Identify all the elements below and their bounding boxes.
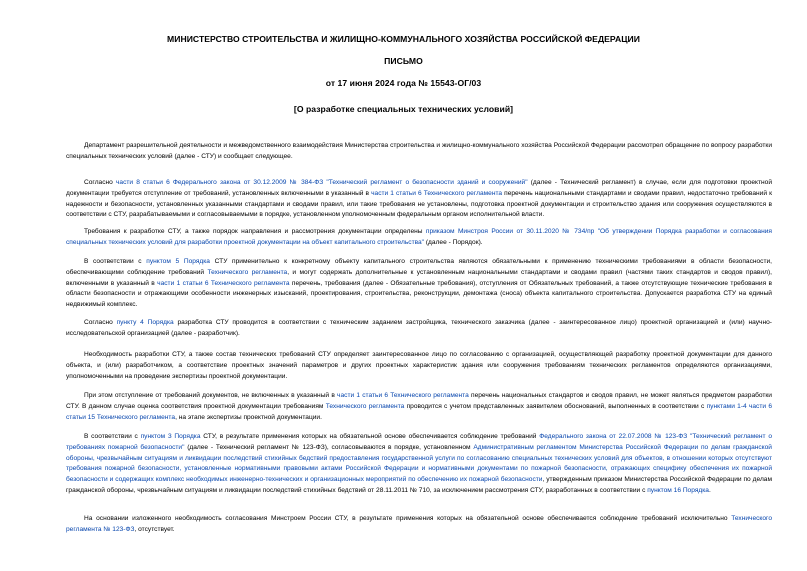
paragraph-text: В соответствии с [84, 433, 141, 440]
paragraph-text: разработка СТУ проводится в соответствии с техническим заданием застройщика, технического заказчика (далее - заинтересованное лицо) проектной организацией и (или) научно-исследовательской организацией (далее - разработчик). [66, 319, 772, 337]
document-link[interactable]: Технического регламента № 123-ФЗ [66, 515, 772, 533]
paragraph [66, 514, 772, 536]
paragraph-text: На основании изложенного необходимость согласования Минстроем России СТУ, в результате применения которых на обязательной основе обеспечивается соблюдение требований исключительно [84, 515, 732, 522]
paragraph-text: , и могут содержать дополнительные к установленным национальными стандартами и сводами правил (частями таких стандартов и сводов правил), включенными в указанный в [66, 268, 772, 287]
document-link[interactable]: Федерального закона от 22.07.2008 № 123-ФЗ "Технический регламент о требованиях пожарной безопасности" [66, 433, 773, 451]
paragraph-text: Необходимость разработки СТУ, а также состав технических требований СТУ определяет заинтересованное лицо по согласованию с организацией, осуществляющей разработку проектной документации для данного объекта, и (или) разработчиком, а соответствие проектных значений параметров и других проектных характеристик здания или сооружения требованиям технических регламентов определяются организациями, уполномоченными на проведение экспертизы проектной документации. [66, 351, 772, 380]
paragraph-text: СТУ применительно к конкретному объекту капитального строительства являются обязательными к применению техническими требованиями в области безопасности, обеспечивающими соблюдение требований [66, 258, 773, 276]
document-link[interactable]: Административным регламентом Министерства Российской Федерации по делам гражданской обороны, чрезвычайным ситуациям и ликвидации последствий стихийных бедствий предоставления государственной услуги по согласованию специальных технических условий для объектов, в отношении которых отсутствуют требования пожарной безопасности, установленные нормативными правовыми актами Российской Федерации и нормативными документами по пожарной безопасности, отражающих специфику обеспечения их пожарной безопасности и содержащих комплекс необходимых инженерно-технических и организационных мероприятий по обеспечению их пожарной безопасности [66, 443, 772, 484]
document-date-number: от 17 июня 2024 года № 15543-ОГ/03 [325, 78, 482, 88]
paragraph-text: (далее - Порядок). [424, 238, 483, 246]
ministry-title: МИНИСТЕРСТВО СТРОИТЕЛЬСТВА И ЖИЛИЩНО-КОММУНАЛЬНОГО ХОЗЯЙСТВА РОССИЙСКОЙ ФЕДЕРАЦИИ [167, 34, 640, 44]
document-link[interactable]: пунктами 1-4 части 6 статьи 15 Технического регламента [66, 402, 772, 421]
paragraph [66, 350, 772, 382]
document-link[interactable]: части 1 статьи 6 Технического регламента [371, 189, 503, 197]
paragraph-text: , отсутствует. [134, 525, 175, 533]
document-link[interactable]: Технического регламента [207, 268, 288, 276]
paragraph-text: При этом отступление от требований документов, не включенных в указанный в [84, 392, 338, 399]
document-link[interactable]: пунктом 3 Порядка [140, 433, 201, 440]
paragraph-text: В соответствии с [84, 258, 147, 265]
paragraph-text: Департамент разрешительной деятельности и межведомственного взаимодействия Министерства строительства и жилищно-коммунального хозяйства Российской Федерации рассмотрел обращение по вопросу разработки специальных технических условий (далее - СТУ) и сообщает следующее. [66, 142, 772, 160]
paragraph-text: , утвержденным приказом Министерства Российской Федерации по делам гражданской обороны, чрезвычайным ситуациям и ликвидации последствий стихийных бедствий от 28.11.2011 № 710, за исключением рассмотрения СТУ, разработанных в соответствии с [66, 476, 772, 494]
paragraph [66, 141, 772, 163]
paragraph-text: (далее - Технический регламент № 123-ФЗ), согласовываются в порядке, установленном [184, 443, 474, 451]
paragraph-text: СТУ, в результате применения которых на обязательной основе обеспечивается соблюдение требований [200, 433, 540, 440]
paragraph-text: Согласно [84, 179, 116, 186]
paragraph-text: перечень, требования (далее - Обязательные требования), отступления от Обязательных требований, а также отсутствующие технические требования в области безопасности и отражающими особенности инженерных изысканий, проектирования, строительства, реконструкции, демонтажа (сноса) объекта капитального строительства. Допускается разработка СТУ на единый недвижимый комплекс. [66, 279, 772, 309]
document-type: ПИСЬМО [384, 56, 423, 66]
document-link[interactable]: части 1 статьи 6 Технического регламента [157, 279, 290, 287]
document-subject: [О разработке специальных технических условий] [293, 104, 514, 114]
document-link[interactable]: пункту 4 Порядка [116, 319, 174, 326]
document-link[interactable]: пунктом 5 Порядка [146, 258, 210, 265]
paragraph [66, 318, 772, 340]
paragraph-text: Согласно [84, 319, 117, 326]
paragraph-text: проводится с учетом представленных заявителем обоснований, выполненных в соответствии с [404, 402, 707, 410]
document-link[interactable]: приказом Минстроя России от 30.11.2020 № 734/пр "Об утверждении Порядка разработки и согласования специальных технических условий для разработки проектной документации на объект капитального строительства" [66, 228, 772, 246]
paragraph-text: перечень национальными стандартами и сводами правил, недостаточно требований к надежности и безопасности, установленных указанными стандартами и сводами правил, или такие требования не установлены, подготовка проектной документации и строительство здания или сооружения осуществляются в соответствии с СТУ, разрабатываемыми и согласовываемыми в порядке, установленном уполномоченным федеральным органом исполнительной власти. [66, 189, 772, 219]
paragraph [66, 178, 772, 221]
paragraph-text: (далее - Технический регламент) в случае, если для подготовки проектной документации требуется отступление от требований, установленных включенными в указанный в [66, 179, 773, 197]
paragraph-text: . [708, 486, 711, 494]
document-link[interactable]: части 1 статьи 6 Технического регламента [337, 392, 469, 399]
paragraph-text: , на этапе экспертизы проектной документации. [175, 413, 322, 421]
paragraph [66, 257, 772, 311]
document-link[interactable]: пунктом 16 Порядка [647, 486, 709, 494]
paragraph [66, 432, 772, 497]
document-link[interactable]: части 8 статьи 6 Федерального закона от 30.12.2009 № 384-ФЗ "Технический регламент о безопасности зданий и сооружений" [115, 179, 528, 186]
paragraph [66, 227, 772, 249]
paragraph [66, 391, 772, 423]
paragraph-text: Требования к разработке СТУ, а также порядок направления и рассмотрения документации определены [84, 228, 426, 235]
document-link[interactable]: Технического регламента [325, 402, 405, 410]
paragraph-text: перечень национальных стандартов и сводов правил, не может являться предметом разработки СТУ. В данном случае оценка соответствия проектной документации требованиям [66, 392, 772, 410]
